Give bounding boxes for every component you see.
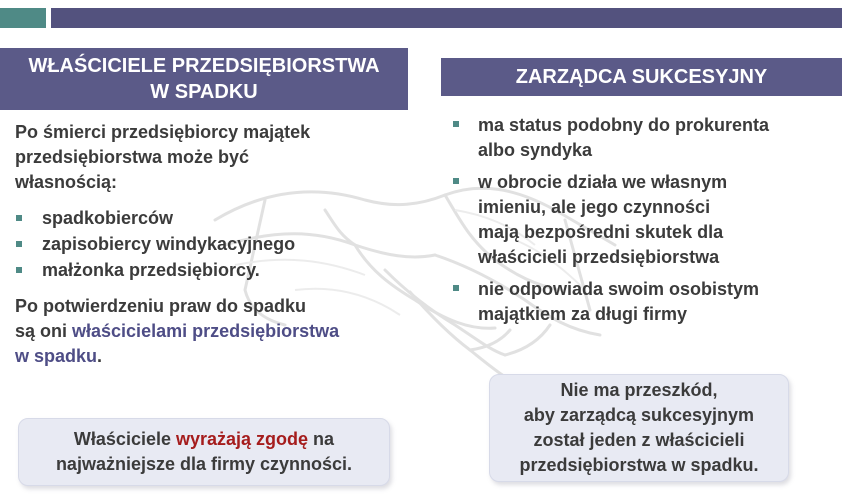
outro-accent-text: w spadku bbox=[15, 346, 98, 366]
callout-line: został jeden z właścicieli bbox=[533, 430, 745, 450]
left-bullet-list bbox=[15, 205, 405, 283]
outro-line: Po potwierdzeniu praw do spadku bbox=[15, 296, 307, 316]
square-bullet-icon bbox=[453, 121, 459, 127]
outro-plain-text: są oni bbox=[15, 321, 73, 341]
list-item-text: mają bezpośredni skutek dla bbox=[478, 222, 724, 242]
list-item-text: właścicieli przedsiębiorstwa bbox=[478, 247, 720, 267]
left-outro-text bbox=[15, 294, 405, 369]
left-intro-text bbox=[15, 120, 405, 195]
list-item bbox=[15, 205, 405, 231]
top-title-bar bbox=[51, 8, 842, 28]
list-item bbox=[452, 113, 842, 163]
square-bullet-icon bbox=[453, 285, 459, 291]
callout-text: Właściciele bbox=[73, 429, 176, 449]
list-item bbox=[452, 170, 842, 270]
right-section-header bbox=[441, 58, 842, 96]
intro-line: własnością: bbox=[15, 172, 118, 192]
callout-line: najważniejsze dla firmy czynności. bbox=[55, 454, 353, 474]
list-item bbox=[15, 231, 405, 257]
intro-line: Po śmierci przedsiębiorcy majątek bbox=[15, 122, 311, 142]
list-item-text: majątkiem za długi firmy bbox=[478, 304, 688, 324]
list-item bbox=[15, 257, 405, 283]
square-bullet-icon bbox=[16, 267, 22, 273]
list-item-text: albo syndyka bbox=[478, 140, 593, 160]
list-item-text: nie odpowiada swoim osobistym bbox=[478, 279, 760, 299]
right-bullet-list bbox=[452, 113, 842, 334]
callout-line bbox=[56, 427, 352, 452]
left-callout-box bbox=[18, 418, 390, 486]
list-item-text: małżonka przedsiębiorcy. bbox=[42, 260, 260, 280]
callout-line: Nie ma przeszkód, bbox=[560, 380, 718, 400]
intro-line: przedsiębiorstwa może być bbox=[15, 147, 250, 167]
list-item-text: zapisobiercy windykacyjnego bbox=[42, 234, 296, 254]
square-bullet-icon bbox=[16, 241, 22, 247]
outro-line bbox=[15, 344, 405, 369]
outro-plain-text: . bbox=[97, 346, 103, 366]
left-header-line1: WŁAŚCICIELE PRZEDSIĘBIORSTWA bbox=[28, 55, 380, 77]
left-section-header bbox=[0, 48, 408, 110]
outro-line bbox=[15, 319, 405, 344]
list-item bbox=[452, 277, 842, 327]
right-header-text: ZARZĄDCA SUKCESYJNY bbox=[515, 66, 768, 88]
callout-line: przedsiębiorstwa w spadku. bbox=[519, 455, 759, 475]
list-item-text: spadkobierców bbox=[42, 208, 174, 228]
callout-text: na bbox=[308, 429, 335, 449]
list-item-text: w obrocie działa we własnym bbox=[478, 172, 728, 192]
top-accent-bar bbox=[0, 8, 46, 28]
square-bullet-icon bbox=[16, 215, 22, 221]
square-bullet-icon bbox=[453, 178, 459, 184]
callout-highlight-text: wyrażają zgodę bbox=[175, 429, 309, 449]
list-item-text: imieniu, ale jego czynności bbox=[478, 197, 711, 217]
outro-accent-text: właścicielami przedsiębiorstwa bbox=[72, 321, 340, 341]
callout-line: aby zarządcą sukcesyjnym bbox=[523, 405, 755, 425]
right-callout-box bbox=[489, 374, 789, 482]
list-item-text: ma status podobny do prokurenta bbox=[478, 115, 770, 135]
left-header-line2: W SPADKU bbox=[150, 81, 258, 103]
